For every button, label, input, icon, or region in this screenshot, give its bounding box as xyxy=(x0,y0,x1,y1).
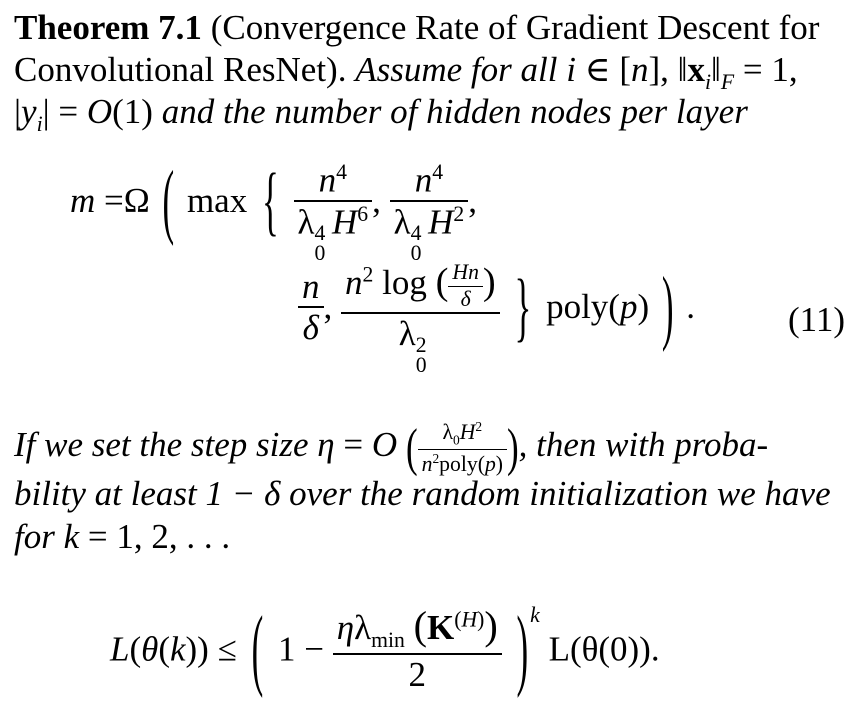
frac-n4-over-lambda4H6: $n^4$ λ 4 0 $H^6$ xyxy=(294,162,373,239)
theorem-title-open: (Convergence Rate of Gradient Descent for xyxy=(210,8,820,47)
theorem-line-3 xyxy=(14,94,748,136)
max-op: max xyxy=(186,181,248,221)
stepsize-line-3: for k = 1, 2, . . . xyxy=(14,517,231,556)
theorem-title-close: Convolutional ResNet). xyxy=(14,50,347,89)
frac-eta-lambda: $\frac{\eta\lambda_{min} (K^{(H)})}{2}$ xyxy=(333,606,502,693)
frac-n4-over-lambda4H2: $n^4$ λ 4 0 $H^2$ xyxy=(390,162,469,239)
nodes-text: and the number of hidden nodes per layer xyxy=(152,92,748,131)
equation-11-line-2: $\frac{n}{\delta}$ , $n^2$ log ( $\frac{Hn}{\delta}$ ) λ 2 0 } poly(p) ) . xyxy=(298,262,695,351)
stepsize-intro: If we set the step size xyxy=(14,425,318,465)
theorem-line-2: Convolutional ResNet). Assume for all i ∈ [n], $‖x_i‖_F = 1$, xyxy=(14,50,798,94)
final-equation: L(θ(k)) ≤ ( 1 − $\frac{\eta\lambda_{min} (K^{(H)})}{2}$ )$^k$ L(θ(0)). xyxy=(110,598,660,700)
theorem-heading-line xyxy=(14,10,819,45)
equation-number: (11) xyxy=(788,300,846,339)
frac-n-over-delta: $\frac{n}{\delta}$ xyxy=(298,269,324,345)
then-text: , then with proba- xyxy=(518,425,769,465)
math-norm-x: $‖x_i‖_F = 1$, xyxy=(677,50,798,94)
stepsize-line-2: bility at least 1 − δ over the random initialization we have xyxy=(14,474,831,513)
theorem-label: Theorem 7.1 xyxy=(14,8,202,47)
frac-stepsize: $\frac{\lambda_0H^2}{n^2poly(p)}$ xyxy=(418,420,507,476)
equation-11-line-1: m =Ω ( max { $n^4$ λ 4 0 $H^6$ , $n^4$ λ 4 0 $H^2$ , xyxy=(70,153,477,266)
stepsize-line-1: If we set the step size η = O ( $\frac{\lambda_0H^2}{n^2poly(p)}$ ), then with proba- xyxy=(14,418,769,478)
math-i-in-n: i xyxy=(566,50,576,89)
frac-log-term: $n^2$ log ( $\frac{Hn}{\delta}$ ) λ 2 0 xyxy=(341,262,500,351)
poly-p: poly(p) xyxy=(546,287,650,327)
math-y-bound: $|y_i| = O(1)$ xyxy=(14,92,153,136)
assume-text: Assume for all xyxy=(355,50,567,89)
